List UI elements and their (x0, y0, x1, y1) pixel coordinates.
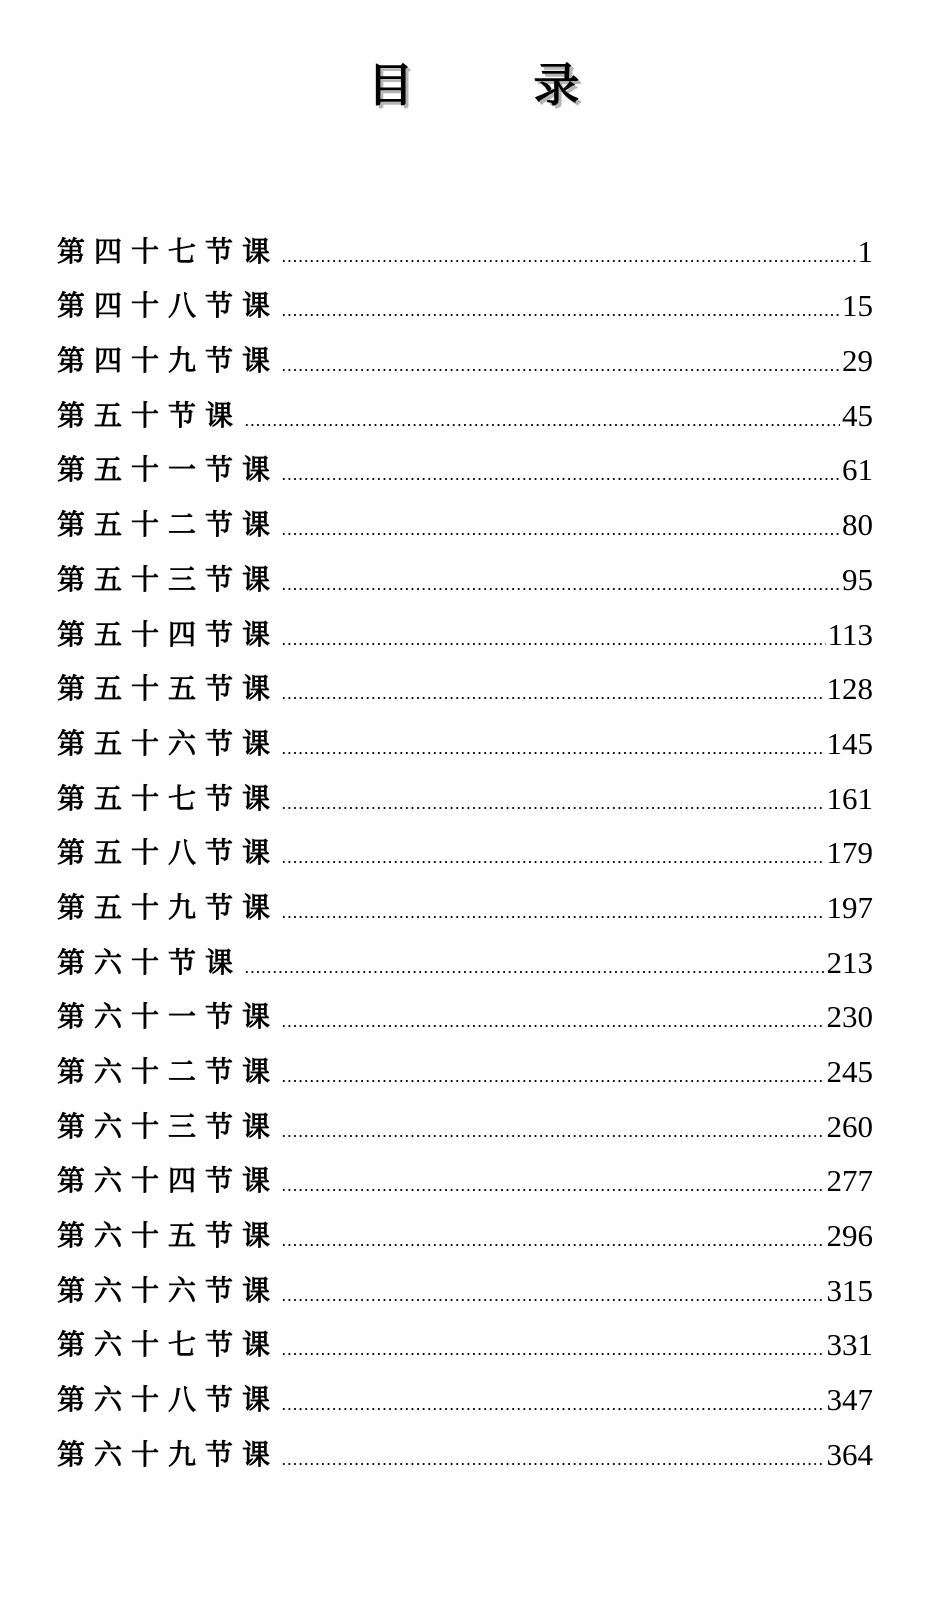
toc-entry-page-number: 277 (826, 1163, 873, 1199)
toc-dot-leader (281, 588, 840, 590)
toc-dot-leader (281, 369, 840, 371)
toc-entry-page-number: 230 (826, 999, 873, 1035)
toc-entry-page-number: 29 (842, 343, 873, 379)
toc-entry[interactable] (57, 764, 873, 819)
toc-entry-title: 第四十七节课 (57, 234, 280, 268)
toc-entry[interactable] (57, 490, 873, 545)
page-title: 目 录 (367, 58, 632, 112)
toc-entry-title: 第四十九节课 (57, 344, 280, 378)
toc-entry-title: 第五十一节课 (57, 453, 280, 487)
toc-entry-title: 第五十四节课 (57, 617, 280, 651)
toc-entry-title: 第六十八节课 (57, 1383, 280, 1417)
toc-dot-leader (281, 1189, 824, 1191)
toc-dot-leader (281, 861, 824, 863)
toc-entry-title: 第六十五节课 (57, 1219, 280, 1253)
toc-entry[interactable] (57, 1147, 873, 1202)
toc-entry[interactable] (57, 1201, 873, 1256)
toc-dot-leader (281, 697, 824, 699)
toc-entry[interactable] (57, 326, 873, 381)
toc-dot-leader (281, 1353, 824, 1355)
toc-entry-page-number: 179 (826, 835, 873, 871)
toc-dot-leader (244, 424, 840, 426)
toc-entry-title: 第四十八节课 (57, 289, 280, 323)
toc-entry[interactable] (57, 655, 873, 710)
toc-dot-leader (281, 478, 840, 480)
toc-dot-leader (281, 260, 855, 262)
toc-entry-page-number: 80 (842, 507, 873, 543)
toc-entry-page-number: 161 (826, 780, 873, 816)
toc-dot-leader (281, 807, 824, 809)
toc-entry[interactable] (57, 1365, 873, 1420)
toc-entry[interactable] (57, 873, 873, 928)
toc-entry[interactable] (57, 1037, 873, 1092)
toc-entry[interactable] (57, 1256, 873, 1311)
toc-dot-leader (281, 314, 840, 316)
toc-entry-title: 第六十一节课 (57, 1000, 280, 1034)
toc-entry-title: 第五十七节课 (57, 781, 280, 815)
toc-entry-title: 第五十节课 (57, 398, 243, 432)
toc-entry-page-number: 128 (826, 671, 873, 707)
toc-entry-page-number: 61 (842, 452, 873, 488)
toc-entry[interactable] (57, 928, 873, 983)
toc-entry-page-number: 296 (826, 1218, 873, 1254)
toc-entry[interactable] (57, 272, 873, 327)
toc-entry[interactable] (57, 1311, 873, 1366)
toc-dot-leader (281, 533, 840, 535)
toc-entry-page-number: 331 (826, 1327, 873, 1363)
toc-entry-title: 第五十八节课 (57, 836, 280, 870)
toc-dot-leader (281, 916, 824, 918)
toc-entry-title: 第六十节课 (57, 945, 243, 979)
toc-entry[interactable] (57, 819, 873, 874)
toc-entry[interactable] (57, 600, 873, 655)
toc-entry[interactable] (57, 381, 873, 436)
toc-entry-page-number: 145 (826, 725, 873, 761)
toc-entry-page-number: 197 (826, 889, 873, 925)
toc-dot-leader (281, 752, 824, 754)
toc-dot-leader (244, 971, 824, 973)
toc-dot-leader (281, 1135, 824, 1137)
toc-entry-page-number: 213 (826, 944, 873, 980)
toc-entry-page-number: 45 (842, 397, 873, 433)
toc-dot-leader (281, 1299, 824, 1301)
toc-entry-title: 第六十三节课 (57, 1109, 280, 1143)
toc-entry-page-number: 95 (842, 561, 873, 597)
toc-entry[interactable] (57, 1092, 873, 1147)
toc-entry-title: 第五十五节课 (57, 672, 280, 706)
toc-entry-title: 第六十六节课 (57, 1273, 280, 1307)
toc-dot-leader (281, 1025, 824, 1027)
toc-dot-leader (281, 1463, 824, 1465)
toc-entry-title: 第六十二节课 (57, 1055, 280, 1088)
toc-entry-page-number: 315 (826, 1272, 873, 1308)
toc-entry[interactable] (57, 709, 873, 764)
toc-entry-title: 第六十七节课 (57, 1328, 280, 1362)
toc-entry-page-number: 364 (826, 1436, 873, 1472)
toc-entry[interactable] (57, 1420, 873, 1475)
toc-entry-page-number: 15 (842, 288, 873, 324)
toc-entry[interactable] (57, 217, 873, 272)
toc-entry-title: 第五十二节课 (57, 508, 280, 542)
toc-dot-leader (281, 1408, 824, 1410)
toc-entry-title: 第五十三节课 (57, 562, 280, 596)
toc-entry-title: 第五十六节课 (57, 726, 280, 760)
toc-dot-leader (281, 643, 826, 645)
toc-entry[interactable] (57, 983, 873, 1038)
toc-entry-title: 第六十九节课 (57, 1437, 280, 1471)
table-of-contents (57, 217, 873, 1475)
toc-entry-page-number: 260 (826, 1108, 873, 1144)
toc-entry[interactable] (57, 436, 873, 491)
toc-entry-page-number: 113 (827, 616, 873, 652)
toc-entry-page-number: 347 (826, 1382, 873, 1418)
toc-entry[interactable] (57, 545, 873, 600)
toc-dot-leader (281, 1080, 824, 1082)
toc-dot-leader (281, 1244, 824, 1246)
toc-entry-title: 第五十九节课 (57, 890, 280, 924)
toc-entry-page-number: 245 (826, 1054, 873, 1089)
toc-entry-page-number: 1 (857, 233, 873, 269)
toc-entry-title: 第六十四节课 (57, 1164, 280, 1198)
